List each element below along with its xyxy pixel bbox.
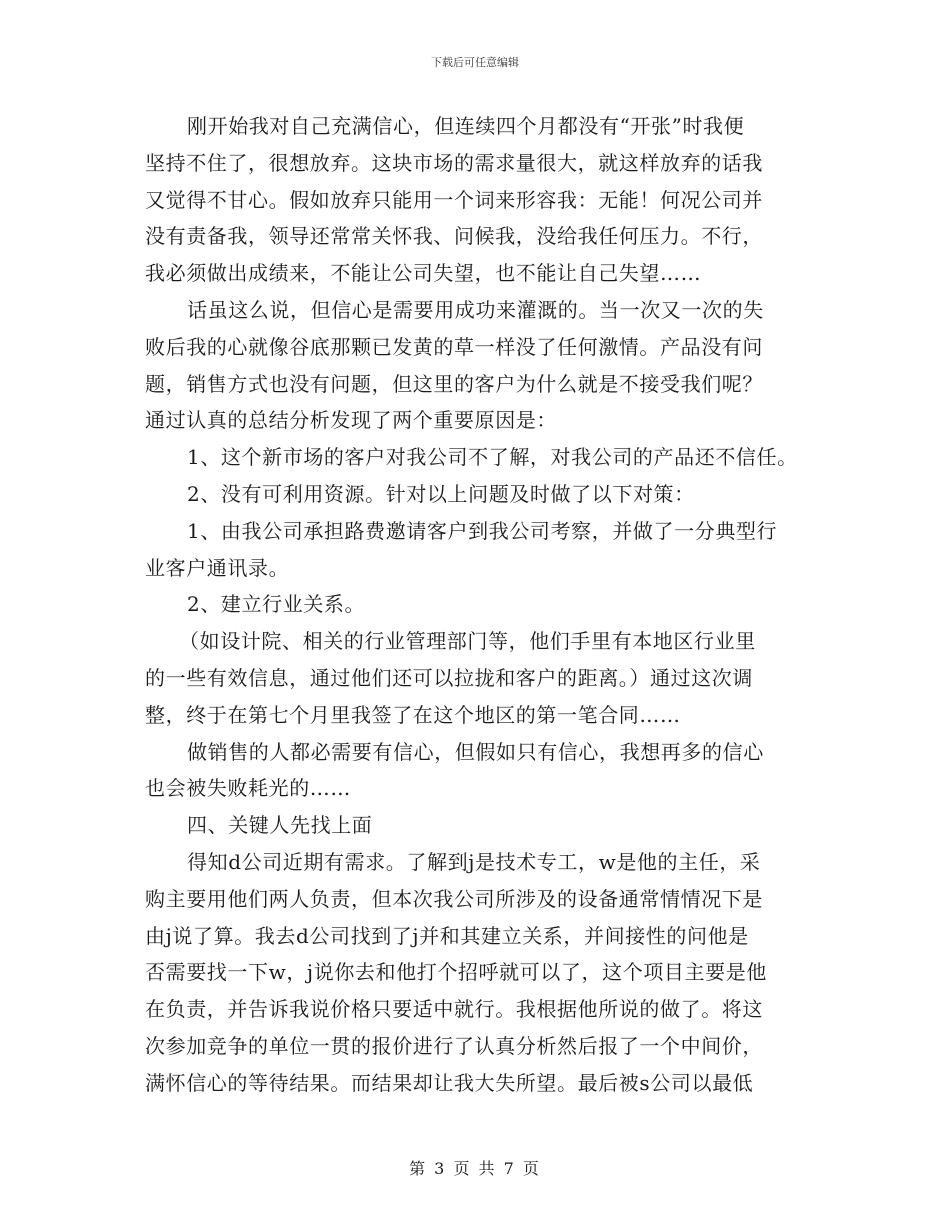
body-line: 1、这个新市场的客户对我公司不了解，对我公司的产品还不信任。 [187,445,798,470]
body-line: 刚开始我对自己充满信心，但连续四个月都没有“开张”时我便 [187,114,745,138]
body-line: 2、没有可利用资源。针对以上问题及时做了以下对策： [187,481,695,506]
body-line: 败后我的心就像谷底那颗已发黄的草一样没了任何激情。产品没有问 [145,334,763,359]
body-line: 购主要用他们两人负责，但本次我公司所涉及的设备通常情情况下是 [145,886,763,911]
body-line: 没有责备我，领导还常常关怀我、问候我，没给我任何压力。不行， [145,224,763,249]
page-header-note: 下载后可任意编辑 [431,56,519,69]
body-line: 的一些有效信息，通过他们还可以拉拢和客户的距离。）通过这次调 [145,665,753,690]
body-line: 题，销售方式也没有问题，但这里的客户为什么就是不接受我们呢？ [145,371,763,396]
section-heading: 四、关键人先找上面 [187,813,373,838]
body-line: 由j说了算。我去d公司找到了j并和其建立关系，并间接性的问他是 [145,923,749,948]
body-line: 2、建立行业关系。 [187,592,366,617]
body-line: 满怀信心的等待结果。而结果却让我大失所望。最后被s公司以最低 [145,1070,754,1095]
body-line: 整，终于在第七个月里我签了在这个地区的第一笔合同…… [145,702,681,727]
body-line: 在负责，并告诉我说价格只要适中就行。我根据他所说的做了。将这 [145,997,763,1022]
body-line: 又觉得不甘心。假如放弃只能用一个词来形容我：无能！何况公司并 [145,187,763,212]
body-line: 否需要找一下w，j说你去和他打个招呼就可以了，这个项目主要是他 [145,960,767,985]
body-line: 话虽这么说，但信心是需要用成功来灌溉的。当一次又一次的失 [187,297,764,322]
body-line: 我必须做出成绩来，不能让公司失望，也不能让自己失望…… [145,261,702,286]
body-line: 做销售的人都必需要有信心，但假如只有信心，我想再多的信心 [187,739,764,764]
body-line: 次参加竞争的单位一贯的报价进行了认真分析然后报了一个中间价， [145,1033,763,1058]
body-line: 坚持不住了，很想放弃。这块市场的需求量很大，就这样放弃的话我 [145,150,763,175]
body-line: 业客户通讯录。 [145,555,290,580]
body-line: 通过认真的总结分析发现了两个重要原因是： [145,408,557,433]
document-body [145,108,817,1102]
body-line: （如设计院、相关的行业管理部门等，他们手里有本地区行业里 [179,629,756,654]
body-line: 得知d公司近期有需求。了解到j是技术专工，w是他的主任，采 [187,849,761,874]
page-number-footer: 第 3 页 共 7 页 [409,1159,541,1178]
body-line: 也会被失败耗光的…… [145,776,351,801]
body-line: 1、由我公司承担路费邀请客户到我公司考察，并做了一分典型行 [187,518,778,543]
